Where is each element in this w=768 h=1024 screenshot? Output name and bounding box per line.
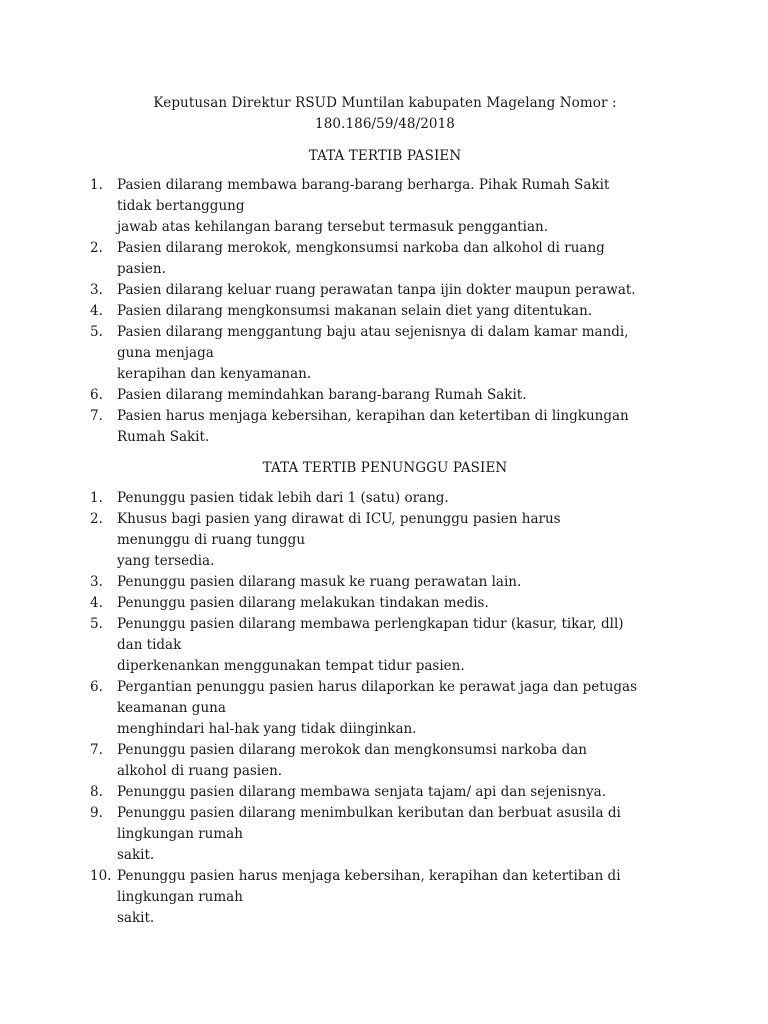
list-item-text: Penunggu pasien dilarang membawa perlengkapan tidur (kasur, tikar, dll) dan tidak diperkenankan menggunakan tempat tidur pasien.	[117, 616, 624, 674]
list-item	[90, 301, 690, 322]
list-item-text: Pasien dilarang keluar ruang perawatan tanpa ijin dokter maupun perawat.	[117, 282, 636, 298]
section-title-patient-rules: TATA TERTIB PASIEN	[308, 148, 462, 164]
patient-rules-list	[90, 175, 690, 448]
list-item-number: 1.	[90, 490, 103, 506]
list-item-text: Pasien harus menjaga kebersihan, kerapihan dan ketertiban di lingkungan Rumah Sakit.	[117, 408, 629, 445]
list-item	[90, 175, 690, 238]
decree-header-line-1: Keputusan Direktur RSUD Muntilan kabupaten Magelang Nomor :	[153, 95, 617, 111]
list-item-number: 6.	[90, 387, 103, 403]
list-item-text: Penunggu pasien dilarang melakukan tindakan medis.	[117, 595, 489, 611]
list-item	[90, 322, 690, 385]
list-item-number: 9.	[90, 805, 103, 821]
list-item-number: 5.	[90, 324, 103, 340]
list-item-text: Penunggu pasien dilarang merokok dan mengkonsumsi narkoba dan alkohol di ruang pasien.	[117, 742, 587, 779]
list-item-text: Pergantian penunggu pasien harus dilaporkan ke perawat jaga dan petugas keamanan guna menghindari hal-hak yang tidak diinginkan.	[117, 679, 638, 737]
list-item-number: 10.	[90, 868, 112, 884]
list-item-number: 1.	[90, 177, 103, 193]
list-item-text: Khusus bagi pasien yang dirawat di ICU, penunggu pasien harus menunggu di ruang tunggu yang tersedia.	[117, 511, 561, 569]
list-item	[90, 782, 690, 803]
list-item	[90, 803, 690, 866]
list-item	[90, 866, 690, 929]
list-item-number: 7.	[90, 408, 103, 424]
list-item	[90, 593, 690, 614]
list-item-number: 4.	[90, 595, 103, 611]
list-item	[90, 280, 690, 301]
list-item	[90, 488, 690, 509]
list-item-text: Pasien dilarang merokok, mengkonsumsi narkoba dan alkohol di ruang pasien.	[117, 240, 605, 277]
list-item-number: 7.	[90, 742, 103, 758]
list-item	[90, 238, 690, 280]
list-item-text: Penunggu pasien tidak lebih dari 1 (satu) orang.	[117, 490, 449, 506]
decree-header	[90, 93, 680, 135]
list-item-number: 6.	[90, 679, 103, 695]
list-item	[90, 385, 690, 406]
list-item	[90, 509, 690, 572]
list-item-text: Pasien dilarang mengkonsumsi makanan selain diet yang ditentukan.	[117, 303, 593, 319]
list-item-text: Penunggu pasien dilarang menimbulkan keributan dan berbuat asusila di lingkungan rumah sakit.	[117, 805, 621, 863]
section-title-companion-rules: TATA TERTIB PENUNGGU PASIEN	[262, 460, 508, 476]
list-item-number: 4.	[90, 303, 103, 319]
list-item-number: 2.	[90, 240, 103, 256]
decree-number: 180.186/59/48/2018	[315, 116, 455, 132]
list-item-text: Penunggu pasien dilarang masuk ke ruang perawatan lain.	[117, 574, 522, 590]
list-item-number: 8.	[90, 784, 103, 800]
list-item-text: Penunggu pasien dilarang membawa senjata tajam/ api dan sejenisnya.	[117, 784, 606, 800]
list-item	[90, 572, 690, 593]
list-item-text: Pasien dilarang memindahkan barang-barang Rumah Sakit.	[117, 387, 527, 403]
list-item	[90, 614, 690, 677]
list-item-number: 3.	[90, 282, 103, 298]
list-item-number: 5.	[90, 616, 103, 632]
list-item-number: 3.	[90, 574, 103, 590]
list-item-text: Pasien dilarang menggantung baju atau sejenisnya di dalam kamar mandi, guna menjaga kerapihan dan kenyamanan.	[117, 324, 629, 382]
list-item-text: Pasien dilarang membawa barang-barang berharga. Pihak Rumah Sakit tidak bertanggung jawab atas kehilangan barang tersebut termasuk penggantian.	[117, 177, 610, 235]
list-item-number: 2.	[90, 511, 103, 527]
list-item	[90, 740, 690, 782]
list-item-text: Penunggu pasien harus menjaga kebersihan, kerapihan dan ketertiban di lingkungan rumah sakit.	[117, 868, 621, 926]
list-item	[90, 677, 690, 740]
companion-rules-list	[90, 488, 690, 929]
list-item	[90, 406, 690, 448]
